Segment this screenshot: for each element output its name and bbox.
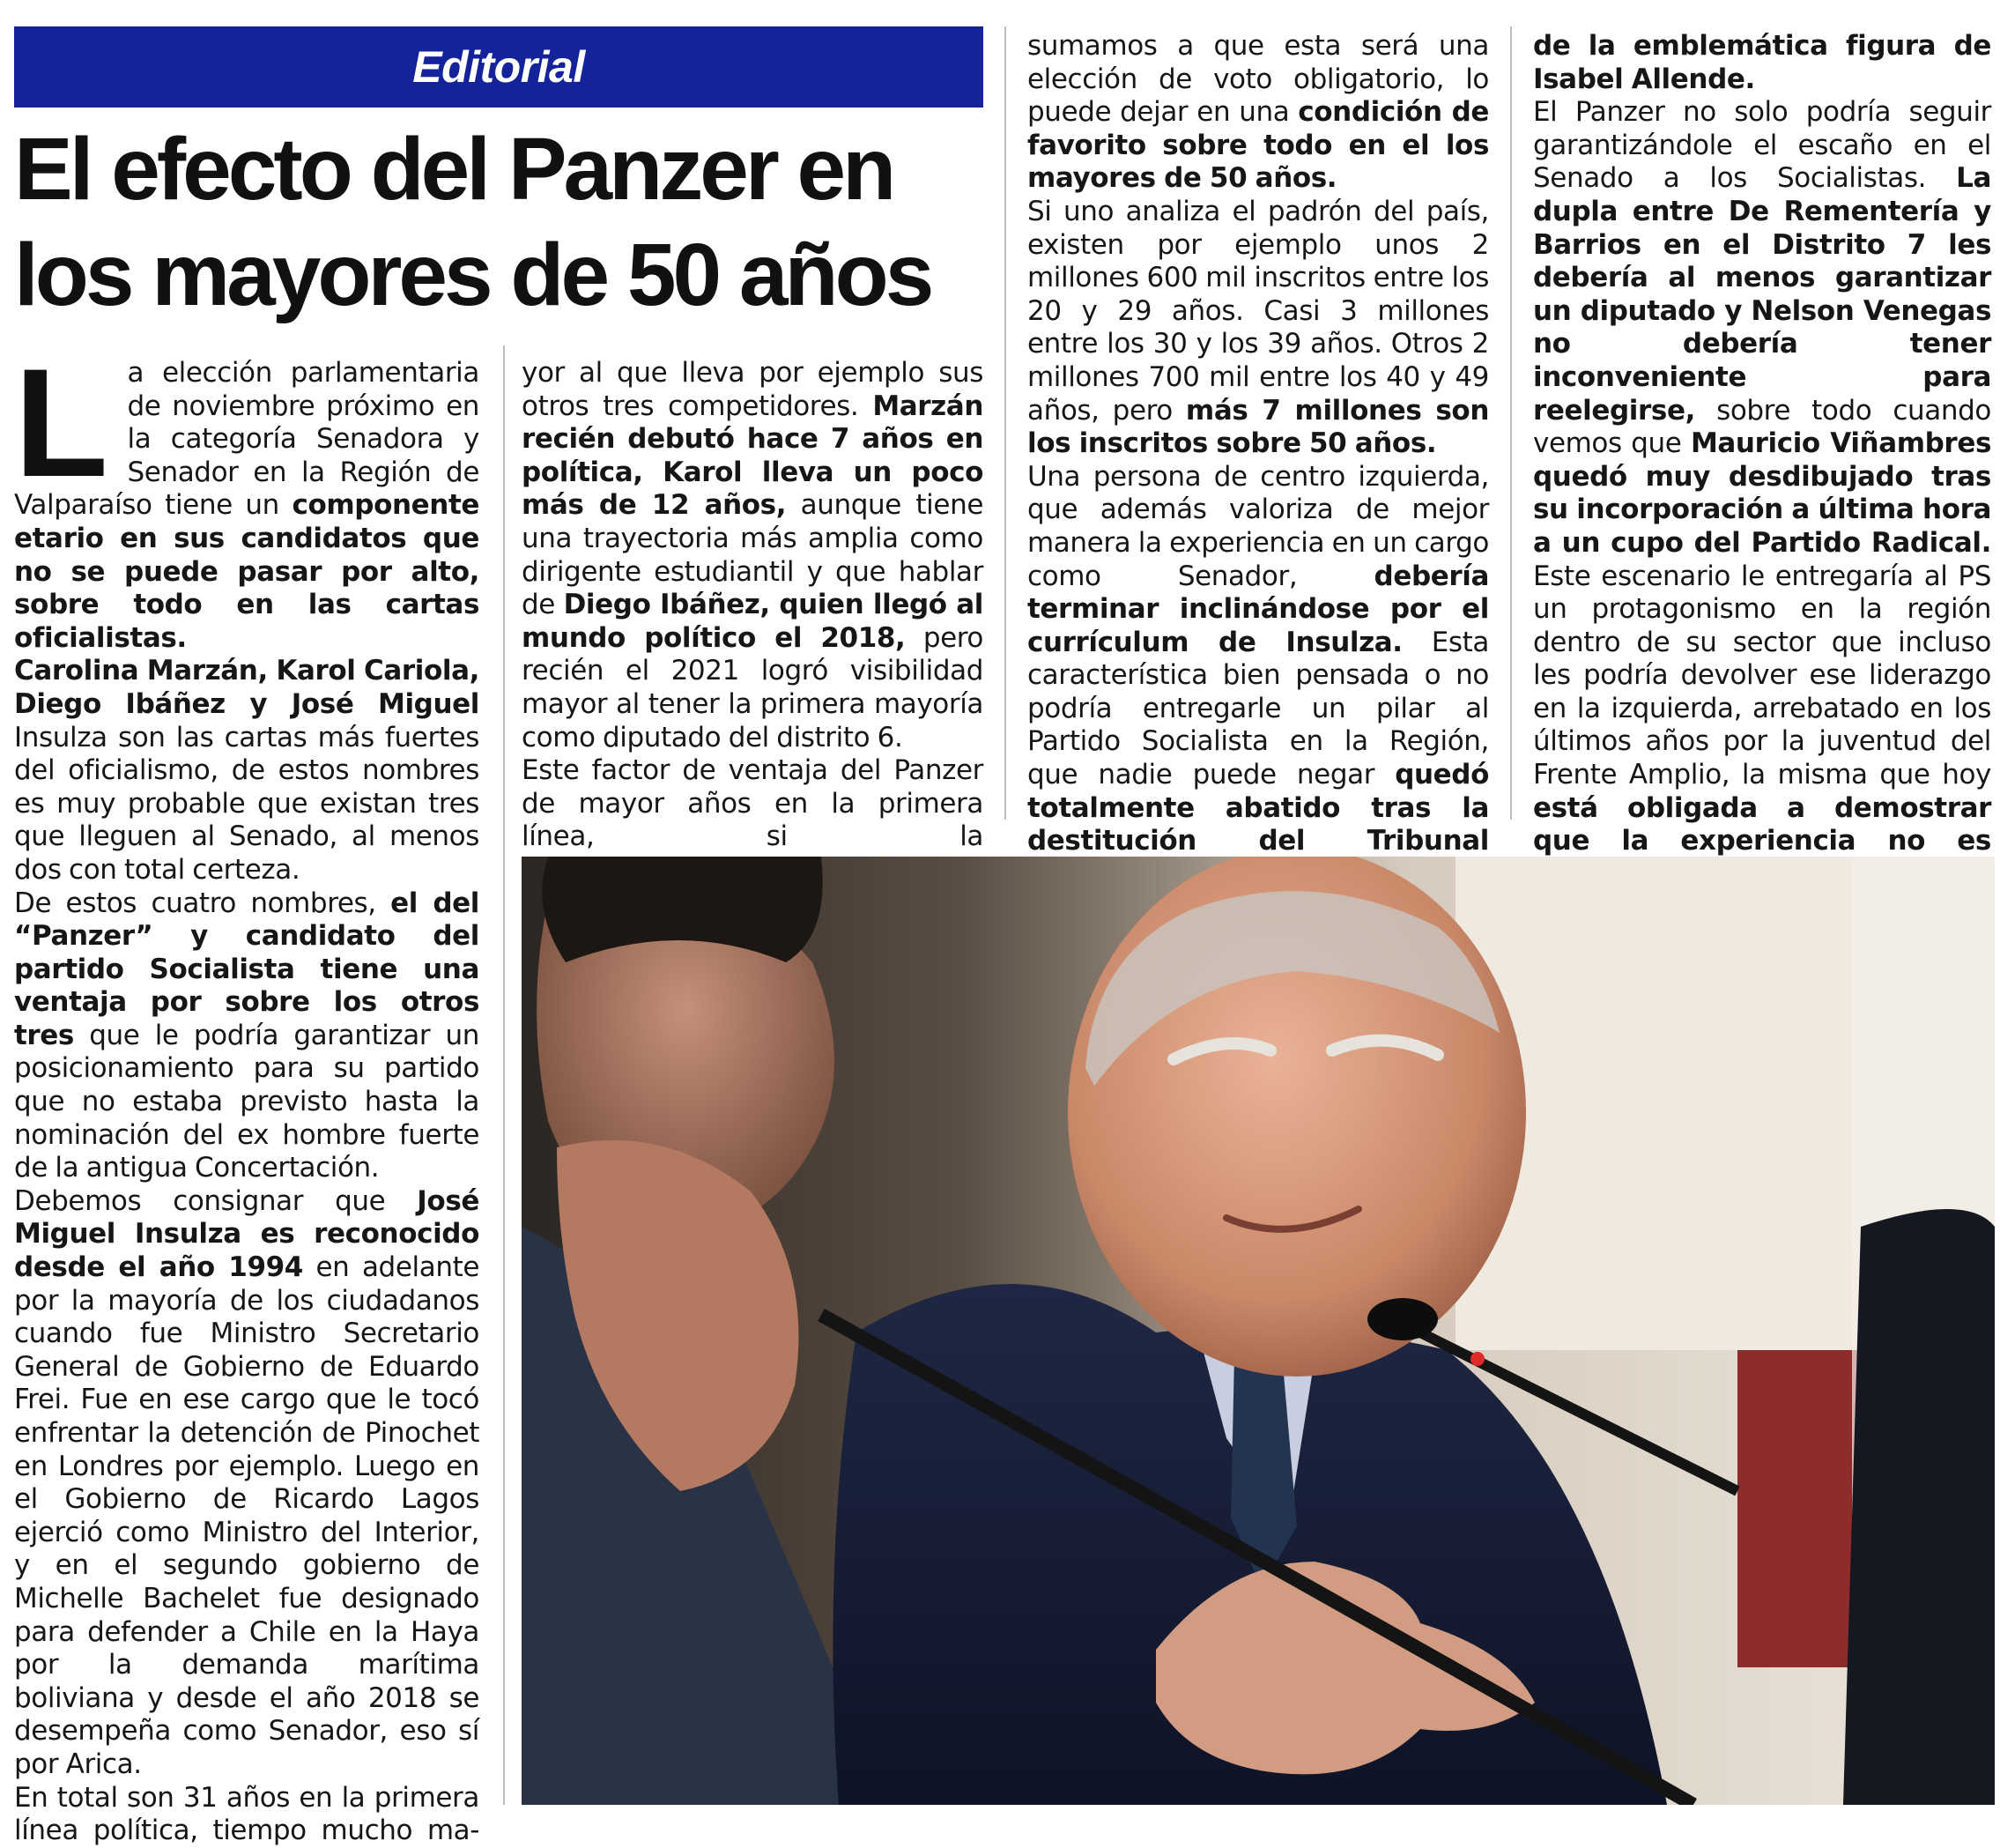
paragraph xyxy=(1533,96,1991,957)
article-column-3 xyxy=(1027,30,1489,891)
column-rule-3 xyxy=(1510,26,1512,820)
article-column-4 xyxy=(1533,30,1991,958)
text-run: Si uno analiza el padrón del país, existen por ejemplo unos 2 millones 600 mil inscritos entre los 20 y 29 años. Casi 3 millones entre los 30 y los 39 años. Otros 2 millones 700 mil entre los 40 y 49 años, pero xyxy=(1027,195,1489,427)
bold-run: condición de favorito sobre todo en el los mayores de 50 años. xyxy=(1027,96,1489,195)
paragraph xyxy=(1533,30,1991,96)
paragraph xyxy=(14,338,479,655)
bold-run: quedó totalmente abatido tras la destitución del Tribunal xyxy=(1027,759,1489,857)
column-rule-1 xyxy=(503,345,505,1805)
text-run: sumamos a que esta será una elección de voto obligatorio, lo puede dejar en una xyxy=(1027,30,1489,129)
text-run: sobre todo cuando vemos que xyxy=(1533,394,1991,460)
paragraph xyxy=(522,754,983,854)
bold-run: Diego Ibáñez, quien llegó al mundo político el 2018, xyxy=(522,589,983,654)
bold-run: debería terminar inclinándose por el currículum de Insulza. xyxy=(1027,560,1489,658)
drop-cap: L xyxy=(14,338,108,509)
paragraph xyxy=(522,357,983,754)
bold-run: más 7 millones son los inscritos sobre 50 años. xyxy=(1027,394,1489,460)
bold-run: está obligada a demostrar que la experiencia no es xyxy=(1533,791,1991,857)
text-run: Este factor de ventaja del Panzer de mayor años en la primera línea, si la xyxy=(522,754,983,853)
text-run: yor al que lleva por ejemplo sus otros tres competidores. xyxy=(522,357,983,422)
text-run: a elección parlamentaria de noviembre próximo en la categoría Senadora y Senador en la Región de Valparaíso tiene un xyxy=(14,357,479,522)
text-run: aunque tiene una trayectoria más amplia como dirigente estudiantil y que hablar de xyxy=(522,489,983,621)
bold-run: Mauricio Viñambres quedó muy desdibujado tras su incorporación a última hora a un cupo del Partido Radical. xyxy=(1533,427,1991,559)
paragraph xyxy=(14,1782,479,1848)
column-rule-2 xyxy=(1004,26,1006,820)
paragraph xyxy=(1027,196,1489,461)
bold-run: Marzán recién debutó hace 7 años en política, Karol lleva un poco más de 12 años, xyxy=(522,390,983,522)
article-photo xyxy=(522,857,1995,1805)
photo-illustration xyxy=(522,857,1995,1805)
section-header-bar xyxy=(14,26,983,108)
article-column-1 xyxy=(14,338,480,1848)
bold-run: el del “Panzer” y candidato del partido Socialista tiene una ventaja por sobre los otros tres xyxy=(14,887,480,1051)
text-run: pero recién el 2021 logró visibilidad mayor al tener la primera mayoría como diputado del distrito 6. xyxy=(522,621,983,753)
text-run: Una persona de centro izquierda, que además valoriza de mejor manera la experiencia en un cargo como Senador, xyxy=(1027,460,1489,592)
text-run: El Panzer no solo podría seguir garantizándole el escaño en el Senado a los Socialistas. xyxy=(1533,96,1991,195)
text-run: En total son 31 años en la primera línea política, tiempo mucho ma- xyxy=(14,1781,479,1847)
microphone-light xyxy=(1470,1352,1485,1366)
text-run: Debemos consignar que xyxy=(14,1184,418,1217)
paragraph xyxy=(14,655,479,887)
bold-run: Carolina Marzán, Karol Cariola, Diego Ibáñez y José Miguel xyxy=(14,655,479,720)
paragraph xyxy=(1027,30,1489,196)
bold-run: La dupla entre De Rementería y Barrios en el Distrito 7 les debería al menos garantizar un diputado y Nelson Venegas no debería tener inconveniente para reelegirse, xyxy=(1533,162,1991,427)
text-run: Este escenario le entregaría al PS un protagonismo en la región dentro de su sector que incluso les podría devolver ese liderazgo en la izquierda, arrebatado en los últimos años por la juventud del Frente Amplio, la misma que hoy xyxy=(1533,560,1991,791)
section-label: Editorial xyxy=(412,42,585,92)
paragraph xyxy=(14,1185,479,1782)
bold-run: de la emblemática figura de Isabel Allende. xyxy=(1533,30,1991,95)
bold-run: componente etario en sus candidatos que no se puede pasar por alto, sobre todo en las cartas oficialistas. xyxy=(14,489,479,654)
text-run: De estos cuatro nombres, xyxy=(14,887,391,919)
paragraph xyxy=(1027,461,1489,892)
bold-run: José Miguel Insulza es reconocido desde el año 1994 xyxy=(14,1184,479,1284)
text-run: en adelante por la mayoría de los ciudadanos cuando fue Ministro Secretario General de Gobierno de Eduardo Frei. Fue en ese cargo que le tocó enfrentar la detención de Pinochet en Londres por ejemplo. Luego en el Gobierno de Ricardo Lagos ejerció como Ministro del Interior, y en el segundo gobierno de Michelle Bachelet fue designado para defender a Chile en la Haya por la demanda marítima boliviana y desde el año 2018 se desempeña como Senador, eso sí por Arica. xyxy=(14,1251,479,1780)
text-run: Insulza son las cartas más fuertes del oficialismo, de estos nombres es muy probable que existan tres que lleguen al Senado, al menos dos con total certeza. xyxy=(14,721,479,886)
text-run: Esta característica bien pensada o no podría entregarle un pilar al Partido Socialista en la Región, que nadie puede negar xyxy=(1027,626,1489,791)
right-figure xyxy=(1843,1209,1995,1805)
microphone-head xyxy=(1367,1298,1438,1340)
paragraph xyxy=(14,887,479,1185)
headline: El efecto del Panzer en los mayores de 50 años xyxy=(14,120,931,324)
text-run: que le podría garantizar un posicionamiento para su partido que no estaba previsto hasta la nominación del ex hombre fuerte de la antigua Concertación. xyxy=(14,1019,479,1184)
article-column-2 xyxy=(522,357,983,854)
